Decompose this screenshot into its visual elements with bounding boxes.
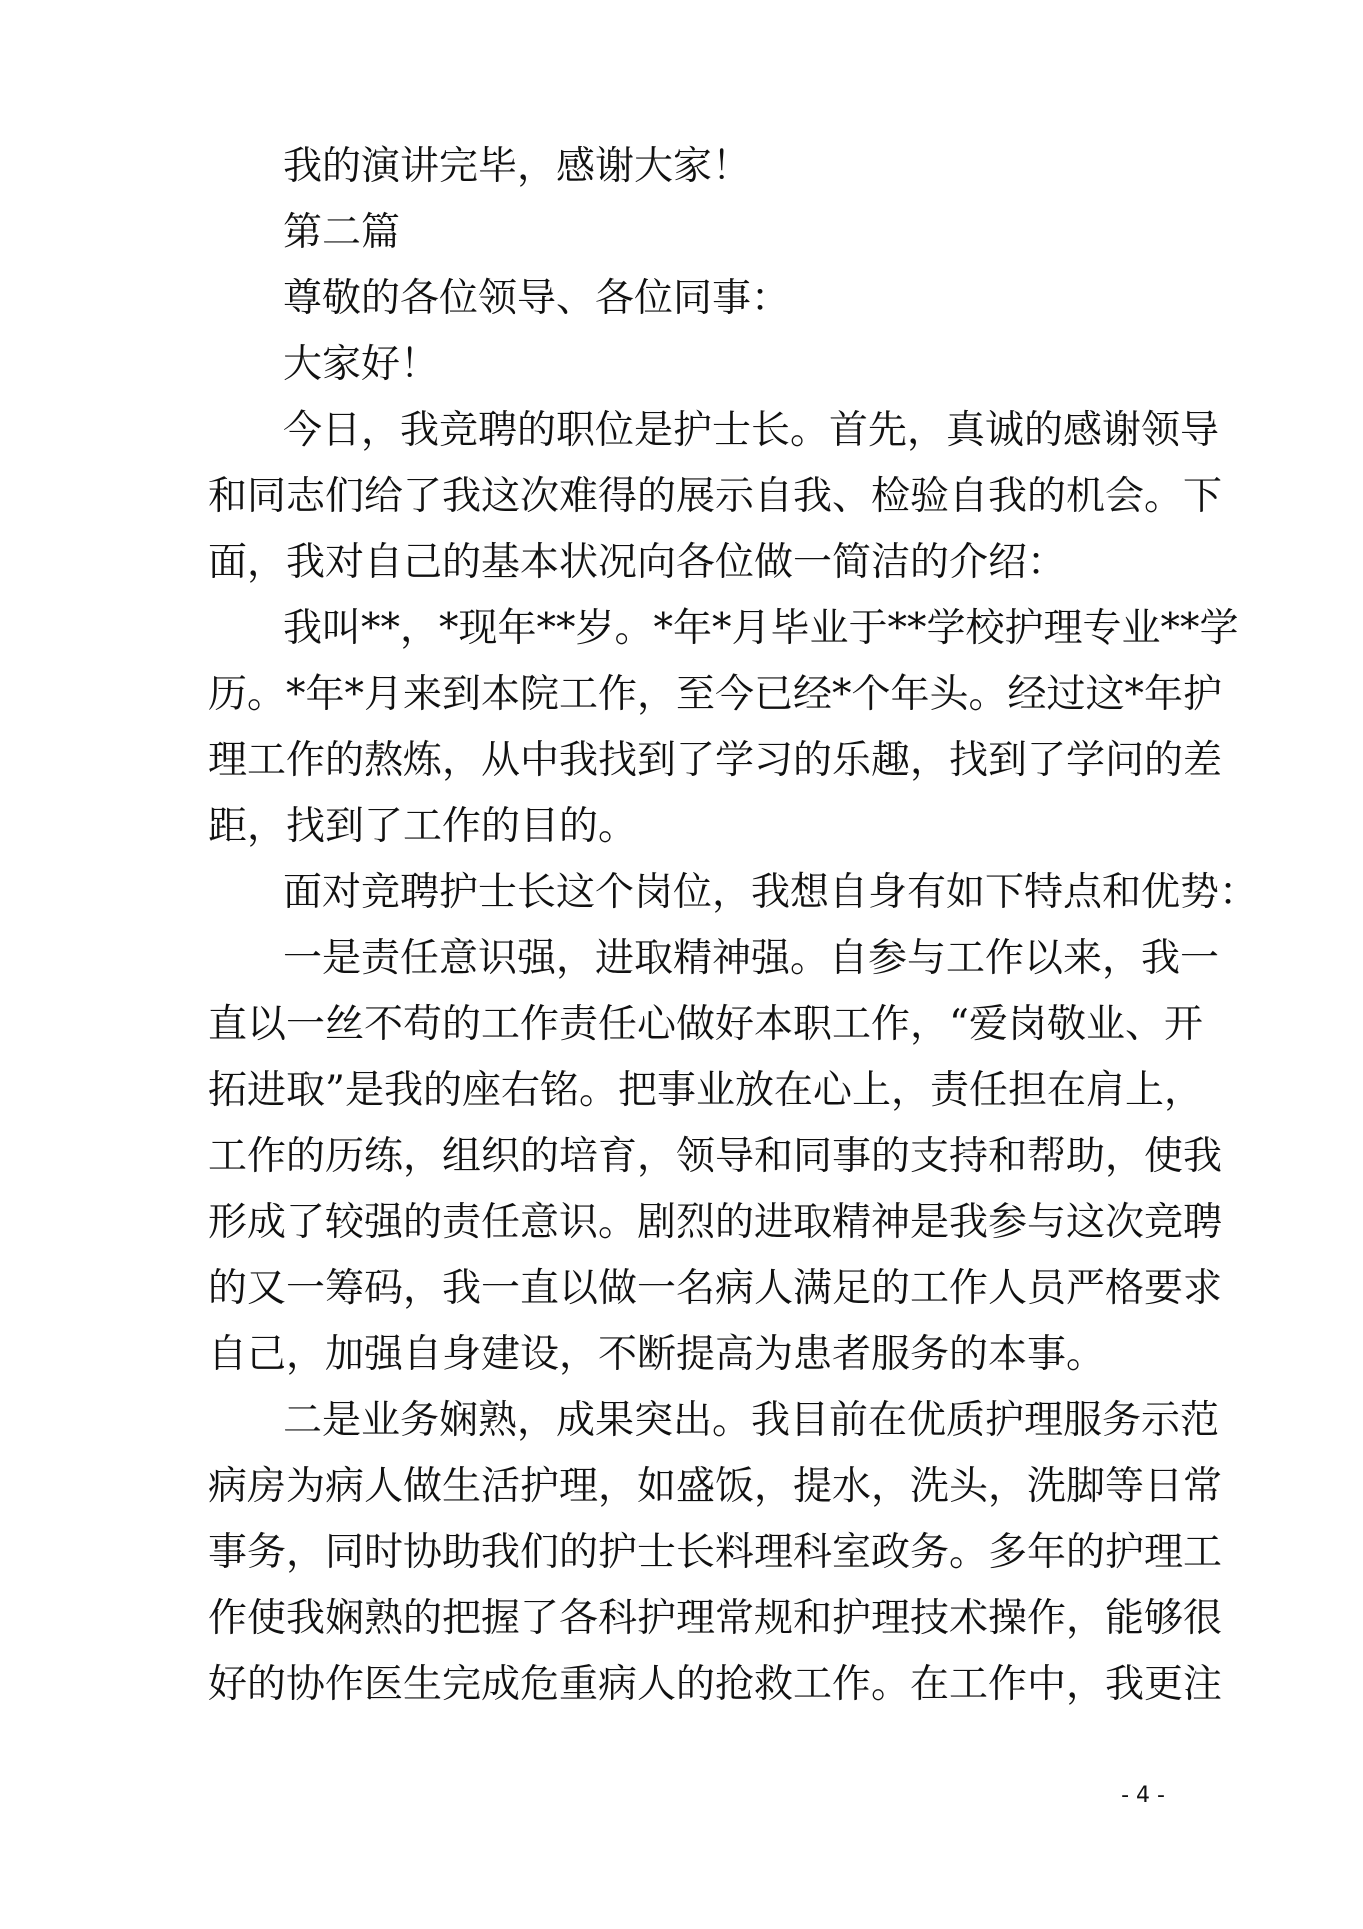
text-line: 面对竞聘护士长这个岗位，我想自身有如下特点和优势： — [283, 870, 1259, 915]
text-line: 和同志们给了我这次难得的展示自我、检验自我的机会。下 — [208, 474, 1223, 519]
text-line: 好的协作医生完成危重病人的抢救工作。在工作中，我更注 — [208, 1662, 1223, 1707]
text-line: 我的演讲完毕，感谢大家！ — [283, 144, 752, 189]
text-line: 理工作的熬炼，从中我找到了学习的乐趣，找到了学问的差 — [208, 738, 1223, 783]
text-line: 我叫**，*现年**岁。*年*月毕业于**学校护理专业**学 — [283, 606, 1239, 651]
text-line: 二是业务娴熟，成果突出。我目前在优质护理服务示范 — [283, 1398, 1220, 1443]
text-line: 今日，我竞聘的职位是护士长。首先，真诚的感谢领导 — [283, 408, 1220, 453]
salutation: 尊敬的各位领导、各位同事： — [283, 276, 791, 321]
page-number: - 4 - — [1121, 1783, 1165, 1808]
text-line: 历。*年*月来到本院工作，至今已经*个年头。经过这*年护 — [208, 672, 1223, 717]
text-line: 工作的历练，组织的培育，领导和同事的支持和帮助，使我 — [208, 1134, 1223, 1179]
text-line: 拓进取”是我的座右铭。把事业放在心上，责任担在肩上， — [208, 1068, 1203, 1113]
text-line: 作使我娴熟的把握了各科护理常规和护理技术操作，能够很 — [208, 1596, 1223, 1641]
text-line: 直以一丝不苟的工作责任心做好本职工作，“爱岗敬业、开 — [208, 1002, 1203, 1047]
section-heading: 第二篇 — [283, 210, 401, 255]
text-line: 的又一筹码，我一直以做一名病人满足的工作人员严格要求 — [208, 1266, 1223, 1311]
text-line: 病房为病人做生活护理，如盛饭，提水，洗头，洗脚等日常 — [208, 1464, 1223, 1509]
text-line: 距，找到了工作的目的。 — [208, 804, 638, 849]
text-line: 一是责任意识强，进取精神强。自参与工作以来，我一 — [283, 936, 1220, 981]
text-line: 面，我对自己的基本状况向各位做一简洁的介绍： — [208, 540, 1067, 585]
text-line: 事务，同时协助我们的护士长料理科室政务。多年的护理工 — [208, 1530, 1223, 1575]
text-line: 自己，加强自身建设，不断提高为患者服务的本事。 — [208, 1332, 1106, 1377]
text-line: 形成了较强的责任意识。剧烈的进取精神是我参与这次竞聘 — [208, 1200, 1223, 1245]
greeting: 大家好！ — [283, 342, 440, 387]
